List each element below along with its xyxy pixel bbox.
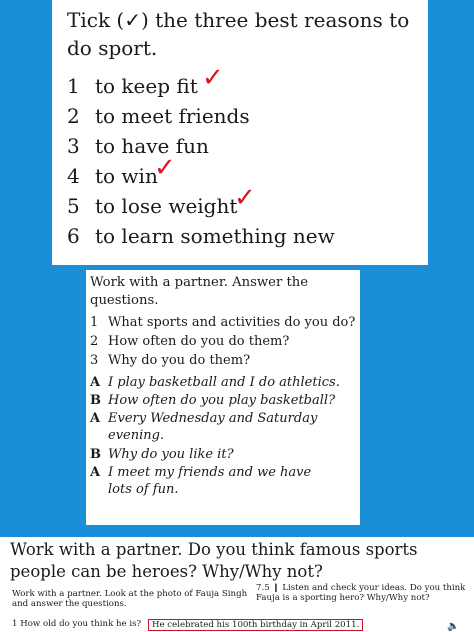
reason-text: to lose weight xyxy=(95,194,238,218)
speaker-label: A xyxy=(90,465,101,480)
speaker-icon[interactable]: 🔈 xyxy=(447,621,460,632)
dialogue-text: Why do you like it? xyxy=(108,447,234,462)
reason-number: 3 xyxy=(67,134,80,158)
reason-text: to keep fit xyxy=(95,74,198,98)
speaker-label: A xyxy=(90,375,101,390)
questions-heading: Work with a partner. Answer the questions. xyxy=(90,275,309,308)
reason-text: to meet friends xyxy=(95,104,250,128)
question-item xyxy=(90,352,250,370)
question-number: 1 xyxy=(90,315,99,330)
question-number: 2 xyxy=(90,334,99,349)
heroes-card xyxy=(0,537,474,632)
photo-instruction: Work with a partner. Look at the photo of Fauja Singh and answer the questions. xyxy=(12,589,248,609)
dialogue-line xyxy=(90,464,311,498)
dialogue-line xyxy=(90,374,340,391)
speaker-label: B xyxy=(90,393,101,408)
question-number: 3 xyxy=(90,353,99,368)
reason-number: 2 xyxy=(67,104,80,128)
speaker-label: B xyxy=(90,447,101,462)
speaker-label: A xyxy=(90,411,101,426)
question-text: Why do you do them? xyxy=(108,353,251,368)
reason-text: to win xyxy=(95,164,158,188)
reasons-card xyxy=(52,0,428,265)
question-item xyxy=(90,333,289,351)
dialogue-text: I meet my friends and we have xyxy=(108,465,312,480)
question-text: What sports and activities do you do? xyxy=(108,315,356,330)
dialogue-line xyxy=(90,410,317,444)
questions-card xyxy=(86,270,360,525)
reason-text: to learn something new xyxy=(95,224,335,248)
reason-item xyxy=(67,132,209,160)
question-text: How often do you do them? xyxy=(108,334,290,349)
dialogue-text: lots of fun. xyxy=(108,482,179,497)
heroes-heading: Work with a partner. Do you think famous sports people can be heroes? Why/Why not? xyxy=(10,540,418,581)
reason-number: 4 xyxy=(67,164,80,188)
listen-instruction: 7.5 ❙ Listen and check your ideas. Do you think Fauja is a sporting hero? Why/Why not? xyxy=(256,583,466,603)
dialogue-text: evening. xyxy=(108,428,165,443)
reason-item xyxy=(67,162,158,190)
dialogue-text: How often do you play basketball? xyxy=(108,393,336,408)
reason-item xyxy=(67,222,335,250)
dialogue-line xyxy=(90,392,335,409)
question-item xyxy=(90,314,355,332)
reason-item xyxy=(67,72,198,100)
reason-text: to have fun xyxy=(95,134,209,158)
reason-item xyxy=(67,192,237,220)
red-tick-icon: ✓ xyxy=(234,183,256,213)
reasons-heading: Tick (✓) the three best reasons to do sport. xyxy=(67,8,410,60)
question-age: 1 How old do you think he is? xyxy=(12,619,142,629)
dialogue-line xyxy=(90,446,234,463)
reason-number: 6 xyxy=(67,224,80,248)
red-tick-icon: ✓ xyxy=(154,153,176,183)
reason-item xyxy=(67,102,250,130)
reason-number: 1 xyxy=(67,74,80,98)
red-tick-icon: ✓ xyxy=(202,63,224,93)
birthday-answer-box: He celebrated his 100th birthday in April 2011. xyxy=(148,619,363,631)
reason-number: 5 xyxy=(67,194,80,218)
dialogue-text: I play basketball and I do athletics. xyxy=(108,375,340,390)
dialogue-text: Every Wednesday and Saturday xyxy=(108,411,318,426)
